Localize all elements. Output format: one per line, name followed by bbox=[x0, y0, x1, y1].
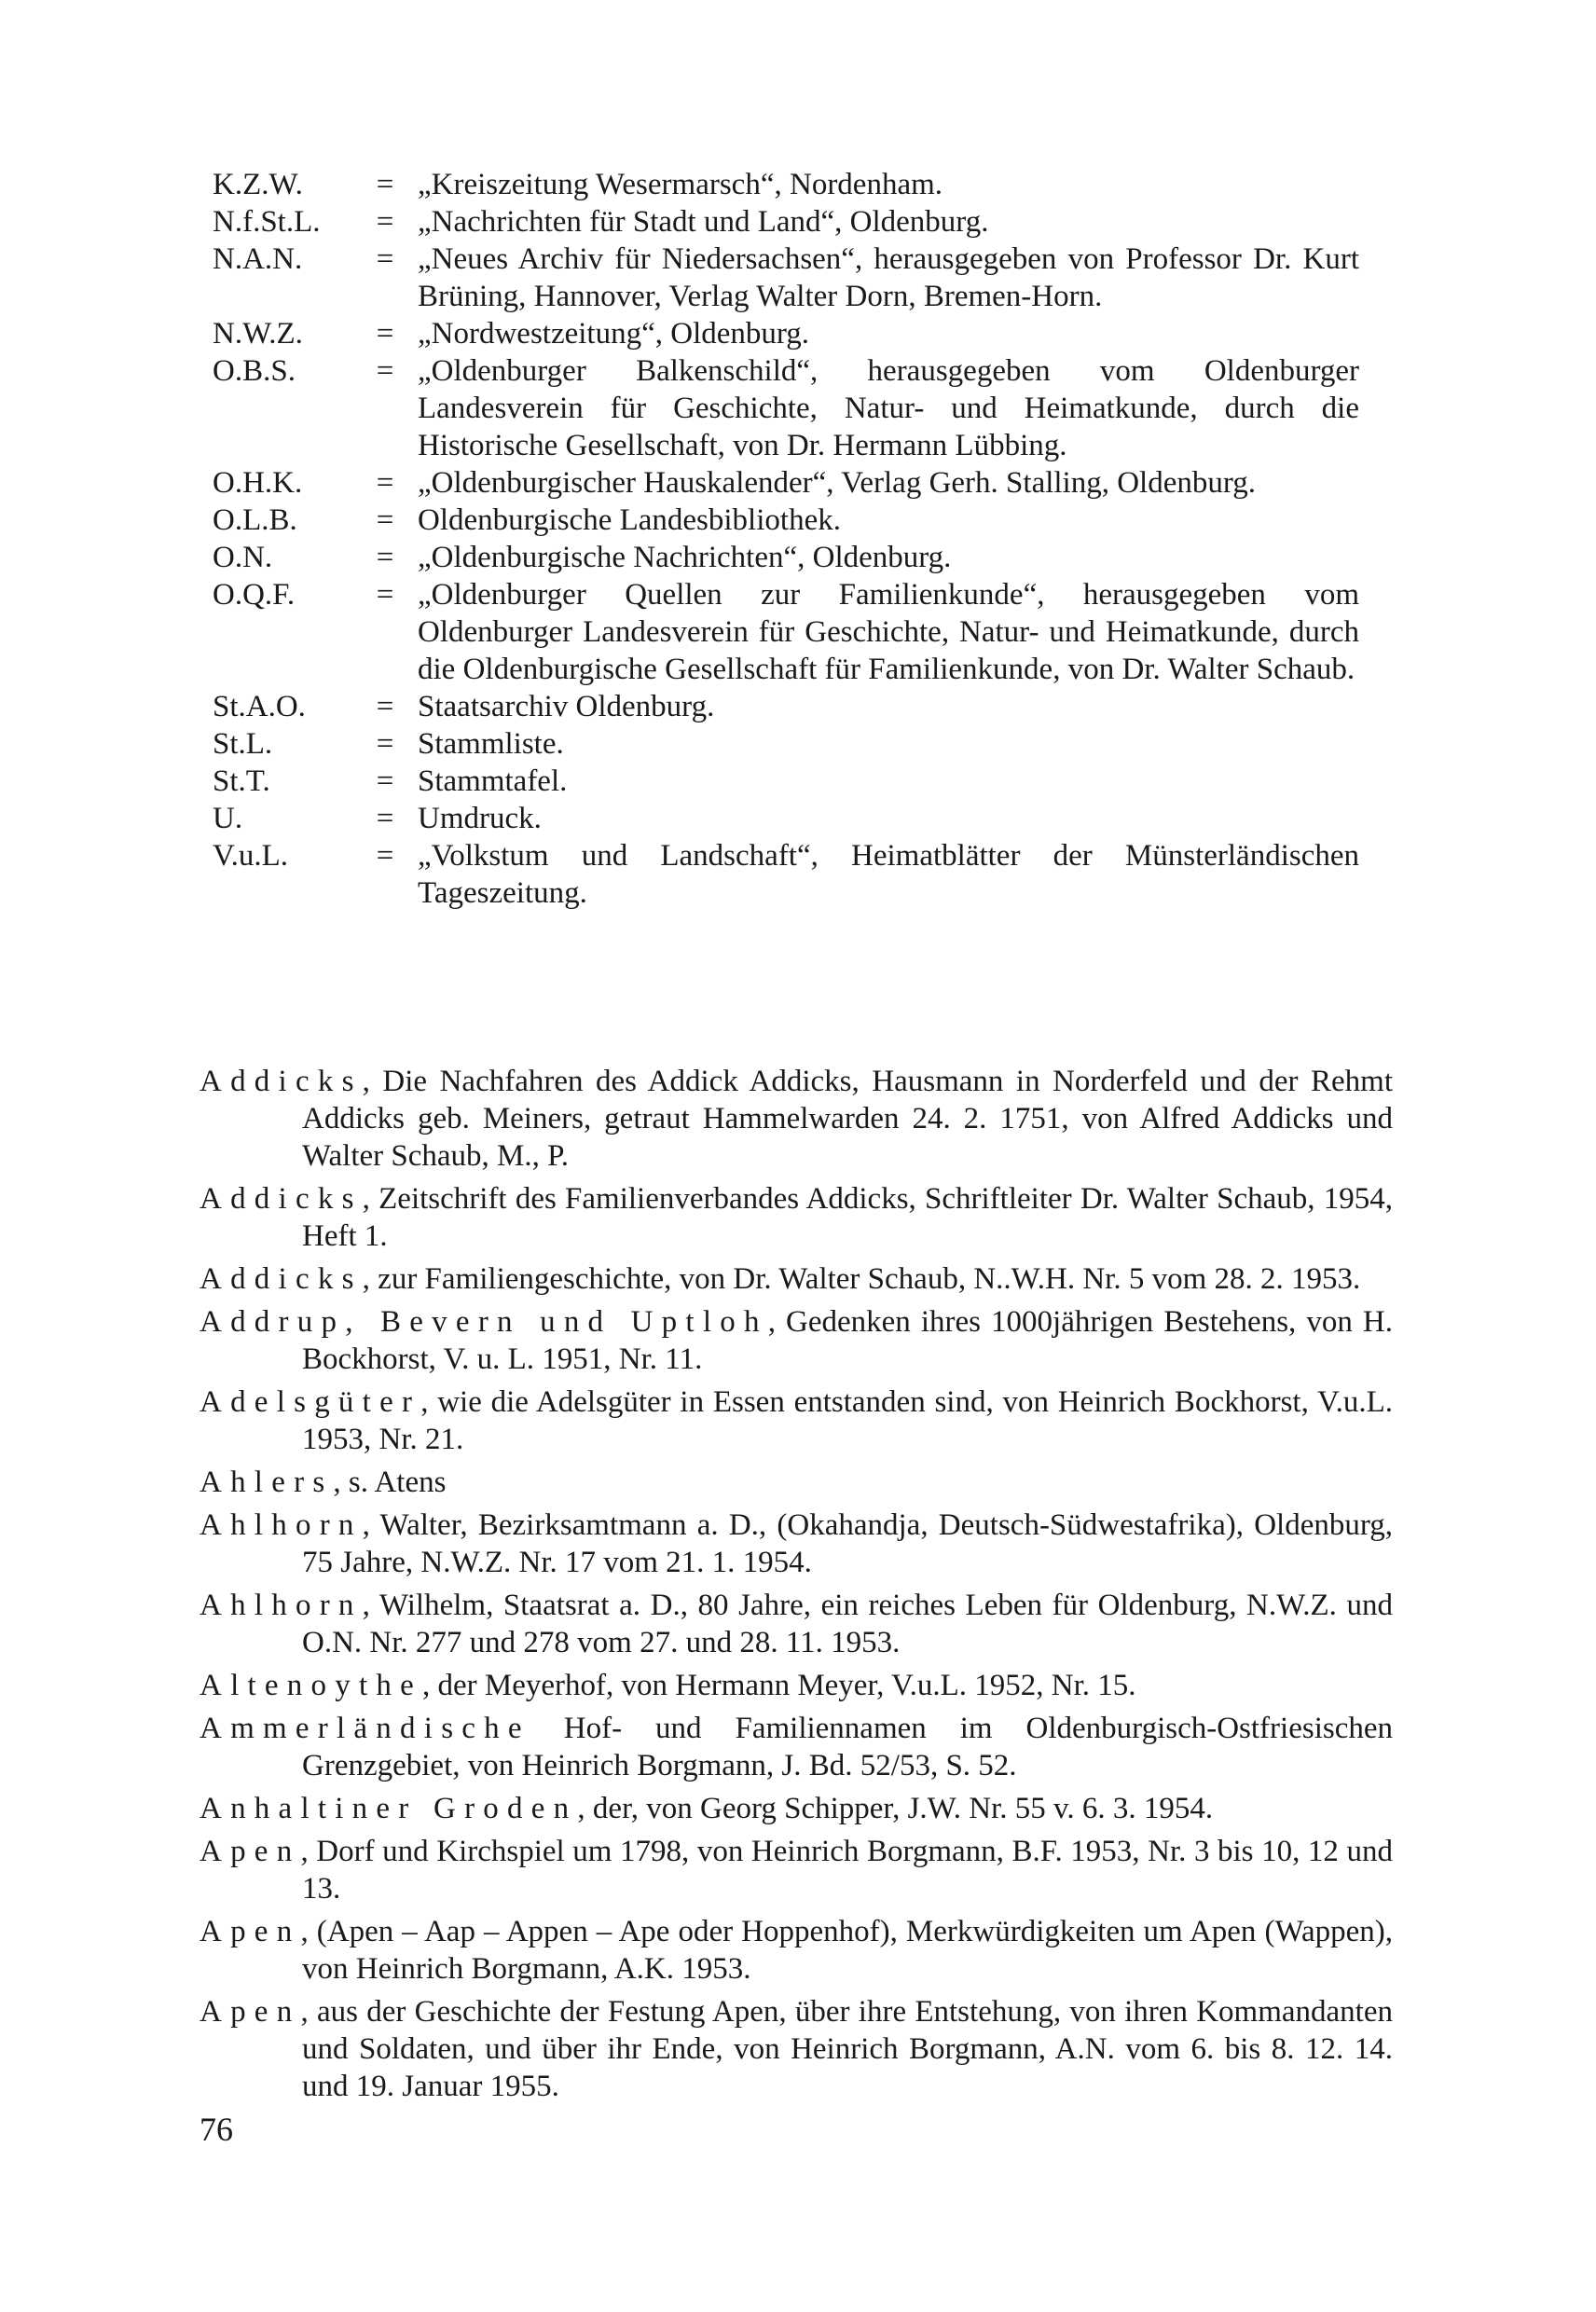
bibliography-entry bbox=[200, 1993, 1393, 2105]
abbreviation-key: U. bbox=[213, 802, 243, 835]
abbreviation-row bbox=[213, 837, 1406, 912]
abbreviation-description: „Oldenburger Balkenschild“, herausgegeben vom Oldenburger Landesverein für Geschichte, Natur- und Heimatkunde, durch die Historische Gesellschaft, von Dr. Hermann Lübbing. bbox=[418, 354, 1359, 462]
abbreviation-row bbox=[213, 241, 1406, 315]
entry-text: , zur Familiengeschichte, von Dr. Walter Schaub, N..W.H. Nr. 5 vom 28. 2. 1953. bbox=[362, 1262, 1361, 1296]
entry-text: , (Apen – Aap – Appen – Ape oder Hoppenhof), Merkwürdigkeiten um Apen (Wappen), von Heinrich Borgmann, A.K. 1953. bbox=[300, 1915, 1393, 1986]
equals-sign: = bbox=[376, 578, 394, 612]
entry-text: , der Meyerhof, von Hermann Meyer, V.u.L. 1952, Nr. 15. bbox=[422, 1669, 1136, 1702]
abbreviation-key: O.L.B. bbox=[213, 503, 297, 537]
page-number: 76 bbox=[200, 2111, 233, 2148]
abbreviation-description: Staatsarchiv Oldenburg. bbox=[418, 690, 715, 723]
bibliography-entry bbox=[200, 1833, 1393, 1907]
entry-heading: Ammerländische bbox=[200, 1712, 530, 1745]
abbreviation-key: N.f.St.L. bbox=[213, 205, 321, 239]
abbreviation-row bbox=[213, 315, 1406, 352]
abbreviation-description: Oldenburgische Landesbibliothek. bbox=[418, 503, 841, 537]
abbreviation-description: „Nachrichten für Stadt und Land“, Oldenburg. bbox=[418, 205, 989, 239]
entry-heading: Addicks bbox=[200, 1262, 363, 1296]
abbreviation-description: „Oldenburgische Nachrichten“, Oldenburg. bbox=[418, 541, 952, 574]
abbreviation-description: Stammliste. bbox=[418, 727, 564, 761]
abbreviation-description: „Volkstum und Landschaft“, Heimatblätter der Münsterländischen Tageszeitung. bbox=[418, 839, 1359, 910]
entry-text: , der, von Georg Schipper, J.W. Nr. 55 v. 6. 3. 1954. bbox=[577, 1792, 1214, 1825]
equals-sign: = bbox=[376, 764, 394, 798]
entry-text: , Dorf und Kirchspiel um 1798, von Heinrich Borgmann, B.F. 1953, Nr. 3 bis 10, 12 und 13. bbox=[300, 1835, 1393, 1906]
entry-heading: Ahlhorn bbox=[200, 1508, 363, 1542]
entry-heading: Addrup, Bevern und Uptloh bbox=[200, 1305, 768, 1339]
bibliography-entry bbox=[200, 1303, 1393, 1378]
abbreviation-row bbox=[213, 502, 1406, 539]
abbreviation-row bbox=[213, 763, 1406, 800]
bibliography-entry bbox=[200, 1790, 1393, 1827]
abbreviation-key: O.Q.F. bbox=[213, 578, 296, 612]
abbreviation-row bbox=[213, 203, 1406, 241]
bibliography-entry bbox=[200, 1507, 1393, 1581]
abbreviation-description: „Kreiszeitung Wesermarsch“, Nordenham. bbox=[418, 168, 943, 201]
bibliography-entry bbox=[200, 1587, 1393, 1661]
entry-heading: Apen bbox=[200, 1915, 301, 1948]
abbreviation-row bbox=[213, 464, 1406, 502]
entry-text: , s. Atens bbox=[333, 1466, 447, 1499]
abbreviation-key: St.T. bbox=[213, 764, 270, 798]
abbreviation-row bbox=[213, 800, 1406, 837]
bibliography-entry bbox=[200, 1913, 1393, 1988]
abbreviation-description: „Nordwestzeitung“, Oldenburg. bbox=[418, 317, 810, 351]
equals-sign: = bbox=[376, 802, 394, 835]
abbreviation-description: „Oldenburger Quellen zur Familienkunde“, herausgegeben vom Oldenburger Landesverein für Geschichte, Natur- und Heimatkunde, durch die Oldenburgische Gesellschaft für Familienkunde, von Dr. Walter Schaub. bbox=[418, 578, 1359, 686]
abbreviation-key: O.H.K. bbox=[213, 466, 303, 500]
abbreviation-key: K.Z.W. bbox=[213, 168, 303, 201]
bibliography-entry bbox=[200, 1710, 1393, 1784]
abbreviation-key: St.A.O. bbox=[213, 690, 306, 723]
entry-text: , Die Nachfahren des Addick Addicks, Hausmann in Norderfeld und der Rehmt Addicks geb. Meiners, getraut Hammelwarden 24. 2. 1751, von Alfred Addicks und Walter Schaub, M., P. bbox=[302, 1065, 1393, 1173]
abbreviation-row bbox=[213, 539, 1406, 576]
abbreviation-row bbox=[213, 352, 1406, 464]
entry-heading: Ahlhorn bbox=[200, 1589, 363, 1622]
equals-sign: = bbox=[376, 727, 394, 761]
abbreviation-key: N.W.Z. bbox=[213, 317, 303, 351]
abbreviation-description: „Neues Archiv für Niedersachsen“, herausgegeben von Professor Dr. Kurt Brüning, Hannover, Verlag Walter Dorn, Bremen-Horn. bbox=[418, 242, 1359, 313]
entry-text: Hof- und Familiennamen im Oldenburgisch-Ostfriesischen Grenzgebiet, von Heinrich Borgmann, J. Bd. 52/53, S. 52. bbox=[302, 1712, 1393, 1782]
entry-heading: Adelsgüter bbox=[200, 1385, 421, 1419]
abbreviation-key: St.L. bbox=[213, 727, 273, 761]
entry-text: , Zeitschrift des Familienverbandes Addicks, Schriftleiter Dr. Walter Schaub, 1954, Heft 1. bbox=[302, 1182, 1393, 1253]
equals-sign: = bbox=[376, 839, 394, 873]
bibliography-entry bbox=[200, 1063, 1393, 1175]
entry-text: , wie die Adelsgüter in Essen entstanden sind, von Heinrich Bockhorst, V.u.L. 1953, Nr. 21. bbox=[302, 1385, 1393, 1456]
abbreviation-key: O.N. bbox=[213, 541, 273, 574]
entry-text: , Walter, Bezirksamtmann a. D., (Okahandja, Deutsch-Südwestafrika), Oldenburg, 75 Jahre, N.W.Z. Nr. 17 vom 21. 1. 1954. bbox=[302, 1508, 1393, 1579]
abbreviation-description: „Oldenburgischer Hauskalender“, Verlag Gerh. Stalling, Oldenburg. bbox=[418, 466, 1257, 500]
equals-sign: = bbox=[376, 317, 394, 351]
equals-sign: = bbox=[376, 242, 394, 276]
abbreviation-description: Umdruck. bbox=[418, 802, 542, 835]
abbreviation-row bbox=[213, 166, 1406, 203]
abbreviation-list bbox=[213, 166, 1406, 912]
entry-heading: Addicks bbox=[200, 1182, 363, 1216]
equals-sign: = bbox=[376, 466, 394, 500]
abbreviation-key: V.u.L. bbox=[213, 839, 288, 873]
bibliography-entry bbox=[200, 1464, 1393, 1501]
abbreviation-description: Stammtafel. bbox=[418, 764, 568, 798]
abbreviation-row bbox=[213, 576, 1406, 688]
entry-text: , Wilhelm, Staatsrat a. D., 80 Jahre, ein reiches Leben für Oldenburg, N.W.Z. und O.N. Nr. 277 und 278 vom 27. und 28. 11. 1953. bbox=[302, 1589, 1393, 1659]
bibliography-entry bbox=[200, 1180, 1393, 1255]
bibliography-entry bbox=[200, 1667, 1393, 1704]
entry-heading: Altenoythe bbox=[200, 1669, 423, 1702]
equals-sign: = bbox=[376, 503, 394, 537]
abbreviation-key: O.B.S. bbox=[213, 354, 296, 388]
bibliography-entry bbox=[200, 1383, 1393, 1458]
entry-text: , Gedenken ihres 1000jährigen Bestehens, von H. Bockhorst, V. u. L. 1951, Nr. 11. bbox=[302, 1305, 1393, 1376]
equals-sign: = bbox=[376, 690, 394, 723]
entry-heading: Addicks bbox=[200, 1065, 363, 1098]
entry-heading: Apen bbox=[200, 1835, 301, 1868]
abbreviation-row bbox=[213, 688, 1406, 725]
entry-text: , aus der Geschichte der Festung Apen, über ihre Entstehung, von ihren Kommandanten und Soldaten, und über ihr Ende, von Heinrich Borgmann, A.N. vom 6. bis 8. 12. 14. und 19. Januar 1955. bbox=[300, 1995, 1393, 2103]
equals-sign: = bbox=[376, 205, 394, 239]
equals-sign: = bbox=[376, 354, 394, 388]
entry-heading: Anhaltiner Groden bbox=[200, 1792, 578, 1825]
entry-heading: Apen bbox=[200, 1995, 301, 2029]
bibliography-list bbox=[200, 1063, 1393, 2111]
abbreviation-row bbox=[213, 725, 1406, 763]
entry-heading: Ahlers bbox=[200, 1466, 334, 1499]
abbreviation-key: N.A.N. bbox=[213, 242, 303, 276]
equals-sign: = bbox=[376, 168, 394, 201]
equals-sign: = bbox=[376, 541, 394, 574]
bibliography-entry bbox=[200, 1260, 1393, 1298]
